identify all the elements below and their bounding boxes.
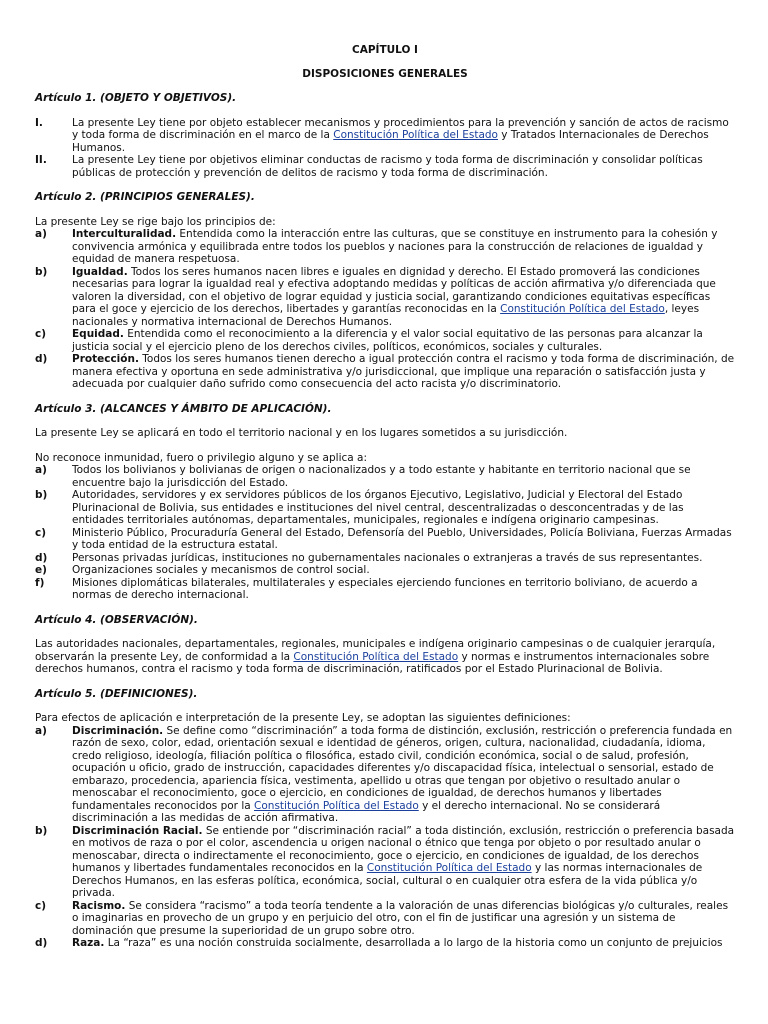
item-marker: e) xyxy=(35,564,47,576)
item-marker: d) xyxy=(35,353,48,365)
item-term: Protección. xyxy=(72,353,139,365)
constitucion-link[interactable]: Constitución Política del Estado xyxy=(254,799,419,812)
item-term: Racismo. xyxy=(72,899,126,912)
item-marker: f) xyxy=(35,576,45,589)
item-marker: d) xyxy=(35,551,48,564)
item-text-cont: y el derecho internacional. No se considerará discriminación a las medidas de acción afirmativa. xyxy=(72,799,661,824)
item-text: Organizaciones sociales y mecanismos de control social. xyxy=(72,564,370,576)
article-4-paragraph xyxy=(35,638,735,676)
article-5-title: Artículo 5. (DEFINICIONES). xyxy=(35,687,198,700)
article-5-item-c xyxy=(35,900,735,938)
article-2-item-b xyxy=(35,266,735,329)
chapter-heading: CAPÍTULO I xyxy=(352,44,418,56)
item-term: Equidad. xyxy=(72,328,124,340)
item-text: Se entiende por “discriminación racial” a toda distinción, exclusión, restricción o preferencia basada en motivos de raza o por el color, ascendencia u origen nacional o étnico que tenga por objeto o por resultado anular o menoscabar, directa o indirectamente el reconocimiento, goce o ejercicio, en condiciones de igualdad, de los derechos humanos y libertades fundamentales reconocidos en la xyxy=(72,824,735,874)
item-term: Igualdad. xyxy=(72,265,128,278)
item-text: La “raza” es una noción construida socialmente, desarrollada a lo largo de la historia como un conjunto de prejuicios xyxy=(104,937,723,949)
item-text: La presente Ley tiene por objeto establecer mecanismos y procedimientos para la prevención y sanción de actos de racismo y toda forma de discriminación en el marco de la xyxy=(72,116,729,141)
article-3-item-a xyxy=(35,464,735,489)
item-text: Ministerio Público, Procuraduría General del Estado, Defensoría del Pueblo, Universidades, Policía Boliviana, Fuerzas Armadas y toda entidad de la estructura estatal. xyxy=(72,526,732,551)
item-text: Se define como “discriminación” a toda forma de distinción, exclusión, restricción o preferencia fundada en razón de sexo, color, edad, orientación sexual e identidad de géneros, origen, cultura, nacionalidad, ciudadanía, idioma, credo religioso, ideología, filiación política o filosófica, estado civil, condición económica, social o de salud, profesión, ocupación u oficio, grado de instrucción, capacidades diferentes y/o discapacidad física, intelectual o sensorial, estado de embarazo, procedencia, apariencia física, vestimenta, apellido u otras que tengan por objetivo o resultado anular o menoscabar el reconocimiento, goce o ejercicio, en condiciones de igualdad, de derechos humanos y libertades fundamentales reconocidos por la xyxy=(72,724,733,812)
item-term: Raza. xyxy=(72,937,105,949)
constitucion-link[interactable]: Constitución Política del Estado xyxy=(500,303,665,315)
item-marker: b) xyxy=(35,824,48,837)
paragraph-text-cont: y normas e instrumentos internacionales sobre derechos humanos, contra el racismo y toda forma de discriminación, ratificados por el Estado Plurinacional de Bolivia. xyxy=(35,650,710,675)
article-5-item-b xyxy=(35,825,735,900)
item-marker: c) xyxy=(35,899,47,912)
item-text-cont: y las normas internacionales de Derechos Humanos, en las esferas política, económica, social, cultural o en cualquier otra esfera de la vida pública y/o privada. xyxy=(72,862,703,899)
item-text: Misiones diplomáticas bilaterales, multilaterales y especiales ejerciendo funciones en territorio boliviano, de acuerdo a normas de derecho internacional. xyxy=(72,576,698,601)
item-term: Discriminación. xyxy=(72,724,164,737)
item-text: Entendida como la interacción entre las culturas, que se constituye en instrumento para la cohesión y convivencia armónica y equilibrada entre todos los pueblos y naciones para la construcción de relaciones de igualdad y equidad de manera respetuosa. xyxy=(72,228,718,265)
item-text-cont: y Tratados Internacionales de Derechos Humanos. xyxy=(72,129,709,154)
article-1-item-i xyxy=(35,117,735,155)
article-3-item-e xyxy=(35,564,735,577)
article-2-item-d xyxy=(35,353,735,391)
article-2-title: Artículo 2. (PRINCIPIOS GENERALES). xyxy=(35,191,255,203)
item-text: Todos los bolivianos y bolivianas de origen o nacionalizados y a todo estante y habitante en territorio nacional que se encuentre bajo la jurisdicción del Estado. xyxy=(72,464,691,489)
article-3-item-c xyxy=(35,527,735,552)
item-text: La presente Ley tiene por objetivos eliminar conductas de racismo y toda forma de discriminación y consolidar políticas públicas de protección y prevención de delitos de racismo y toda forma de discriminación. xyxy=(72,154,703,179)
article-1-title: Artículo 1. (OBJETO Y OBJETIVOS). xyxy=(35,92,237,104)
item-marker: c) xyxy=(35,526,47,539)
article-3-item-d xyxy=(35,552,735,565)
article-3-item-f xyxy=(35,577,735,602)
article-2-intro: La presente Ley se rige bajo los principios de: xyxy=(35,215,276,228)
article-3-title: Artículo 3. (ALCANCES Y ÁMBITO DE APLICACIÓN). xyxy=(35,402,332,415)
constitucion-link[interactable]: Constitución Política del Estado xyxy=(293,650,459,663)
article-5-item-d xyxy=(35,937,735,950)
item-text: Autoridades, servidores y ex servidores públicos de los órganos Ejecutivo, Legislativo, Judicial y Electoral del Estado Plurinacional de Bolivia, sus entidades e instituciones del nivel central, descentralizadas o desconcentradas y de las entidades territoriales autónomas, departamentales, municipales, regionales e indígena originario campesinas. xyxy=(72,489,684,526)
item-text-cont: , leyes nacionales y normativa internacional de Derechos Humanos. xyxy=(72,303,700,328)
item-marker: b) xyxy=(35,265,48,278)
item-text: Se considera “racismo” a toda teoría tendente a la valoración de unas diferencias biológicas y/o culturales, reales o imaginarias en provecho de un grupo y en perjuicio del otro, con el fin de justificar una agresión y un sistema de dominación que presume la superioridad de un grupo sobre otro. xyxy=(72,899,729,937)
document-page xyxy=(35,44,735,950)
article-3-item-b xyxy=(35,489,735,527)
item-text: Todos los seres humanos tienen derecho a igual protección contra el racismo y toda forma de discriminación, de manera efectiva y oportuna en sede administrativa y/o jurisdiccional, que implique una reparación o satisfacción justa y adecuada por cualquier daño sufrido como consecuencia del acto racista y/o discriminatorio. xyxy=(72,353,735,390)
paragraph-text: Las autoridades nacionales, departamentales, regionales, municipales e indígena originario campesinas o de cualquier jerarquía, observarán la presente Ley, de conformidad a la xyxy=(35,638,716,663)
chapter-title: DISPOSICIONES GENERALES xyxy=(302,67,468,80)
item-marker: a) xyxy=(35,724,47,737)
article-4-title: Artículo 4. (OBSERVACIÓN). xyxy=(35,613,198,626)
item-marker: II. xyxy=(35,154,47,166)
item-term: Discriminación Racial. xyxy=(72,824,203,837)
article-2-item-c xyxy=(35,328,735,353)
article-2-item-a xyxy=(35,228,735,266)
item-term: Interculturalidad. xyxy=(72,228,177,240)
article-3-paragraph-2: No reconoce inmunidad, fuero o privilegio alguno y se aplica a: xyxy=(35,451,368,464)
article-5-intro: Para efectos de aplicación e interpretación de la presente Ley, se adoptan las siguientes definiciones: xyxy=(35,712,571,724)
item-marker: b) xyxy=(35,489,48,501)
item-marker: a) xyxy=(35,464,47,476)
article-1-item-ii xyxy=(35,154,735,179)
item-marker: I. xyxy=(35,116,43,129)
constitucion-link[interactable]: Constitución Política del Estado xyxy=(366,862,532,874)
item-text: Todos los seres humanos nacen libres e iguales en dignidad y derecho. El Estado promoverá las condiciones necesarias para lograr la igualdad real y efectiva adoptando medidas y políticas de acción afirmativa y/o diferenciada que valoren la diversidad, con el objetivo de lograr equidad y justicia social, garantizando condiciones equitativas específicas para el goce y ejercicio de los derechos, libertades y garantías reconocidas en la xyxy=(72,265,716,315)
item-text: Entendida como el reconocimiento a la diferencia y el valor social equitativo de las personas para alcanzar la justicia social y el ejercicio pleno de los derechos civiles, políticos, económicos, sociales y culturales. xyxy=(72,328,703,353)
constitucion-link[interactable]: Constitución Política del Estado xyxy=(333,129,498,141)
article-5-item-a xyxy=(35,725,735,825)
item-marker: a) xyxy=(35,228,47,240)
item-text: Personas privadas jurídicas, instituciones no gubernamentales nacionales o extranjeras a través de sus representantes. xyxy=(72,551,703,564)
item-marker: d) xyxy=(35,937,48,949)
item-marker: c) xyxy=(35,328,47,340)
article-3-paragraph-1: La presente Ley se aplicará en todo el territorio nacional y en los lugares sometidos a su jurisdicción. xyxy=(35,427,568,439)
